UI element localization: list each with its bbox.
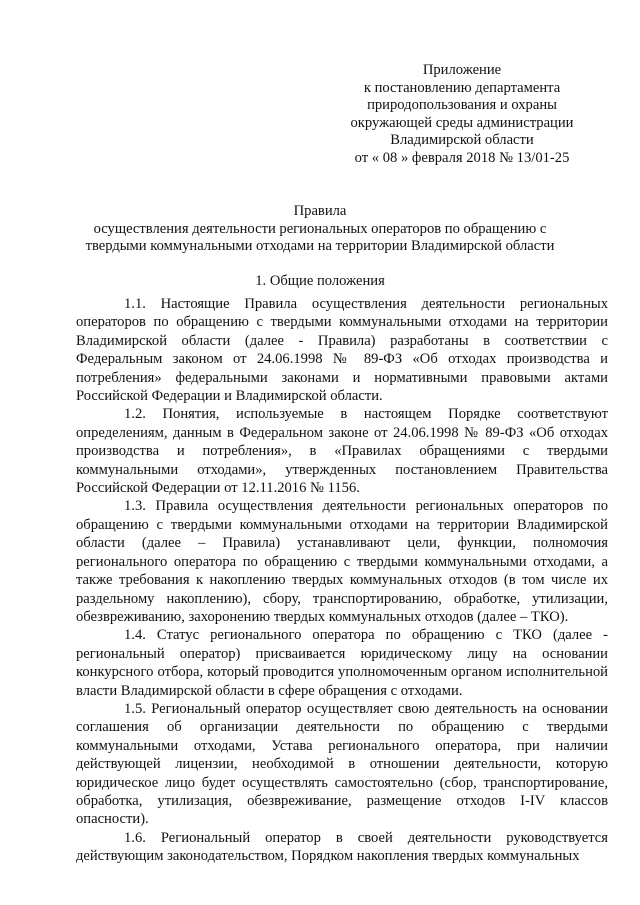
paragraph-1-5: 1.5. Региональный оператор осуществляет свою деятельность на основании соглашения об организации деятельности по обращению с твердыми коммунальными отходами, Устава регионального оператора, при наличии действующей лицензии, необходимой в отношении деятельности, которую юридическое лицо будет осуществлять самостоятельно (сбор, транспортирование, обработка, утилизация, обезвреживание, размещение отходов I-IV классов опасности). xyxy=(76,700,608,828)
appendix-line: Владимирской области xyxy=(390,132,534,149)
appendix-line: окружающей среды администрации xyxy=(350,114,574,131)
document-body xyxy=(76,295,608,866)
appendix-line: Приложение xyxy=(422,62,502,78)
title-line: твердыми коммунальными отходами на территории Владимирской области xyxy=(85,238,555,255)
appendix-header xyxy=(330,62,594,168)
paragraph-1-1: 1.1. Настоящие Правила осуществления деятельности региональных операторов по обращению с твердыми коммунальными отходами на территории Владимирской области (далее - Правила) разработаны в соответствии с Федеральным законом от 24.06.1998 № 89-ФЗ «Об отходах производства и потребления» федеральными законами и нормативными правовыми актами Российской Федерации и Владимирской области. xyxy=(76,296,608,405)
paragraph-1-4: 1.4. Статус регионального оператора по обращению с ТКО (далее - региональный оператор) присваивается юридическому лицу на основании конкурсного отбора, который проводится уполномоченным органом исполнительной власти Владимирской области в сфере обращения с отходами. xyxy=(76,627,608,699)
appendix-date-line: от « 08 » февраля 2018 № 13/01-25 xyxy=(354,149,570,166)
appendix-line: природопользования и охраны xyxy=(367,97,557,114)
appendix-line: к постановлению департамента xyxy=(363,79,561,96)
paragraph-1-6: 1.6. Региональный оператор в своей деятельности руководствуется действующим законодательством, Порядком накопления твердых коммунальных xyxy=(76,829,608,865)
title-line: осуществления деятельности региональных операторов по обращению с xyxy=(93,220,547,237)
section-heading: 1. Общие положения xyxy=(255,273,385,289)
paragraph-1-2: 1.2. Понятия, используемые в настоящем Порядке соответствуют определениям, данным в Федеральном законе от 24.06.1998 № 89-ФЗ «Об отходах производства и потребления», в «Правилах обращениями с твердыми коммунальными отходами», утвержденных постановлением Правительства Российской Федерации от 12.11.2016 № 1156. xyxy=(76,406,608,497)
paragraph-1-3: 1.3. Правила осуществления деятельности региональных операторов по обращению с твердыми коммунальными отходами на территории Владимирской области (далее – Правила) устанавливают цели, функции, полномочия регионального оператора по обращению с твердыми коммунальными отходами, а также требования к накоплению твердых коммунальных отходов (в том числе их раздельному накоплению), сбору, транспортированию, обработке, утилизации, обезвреживанию, захоронению твердых коммунальных отходов (далее – ТКО). xyxy=(76,498,608,625)
document-title xyxy=(40,203,600,256)
title-heading: Правила xyxy=(293,203,347,219)
